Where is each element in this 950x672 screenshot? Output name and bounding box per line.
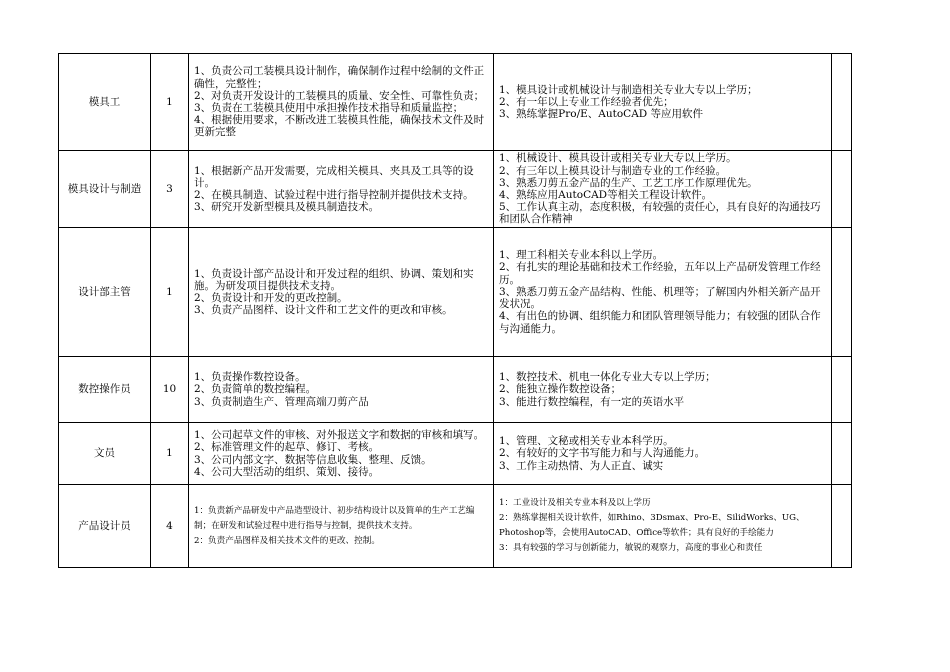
requirement-line: 5、工作认真主动，态度积极，有较强的责任心，具有良好的沟通技巧和团队合作精神 <box>499 201 821 226</box>
empty-cell <box>832 357 852 423</box>
empty-cell <box>832 485 852 568</box>
duty-line: 1、负责公司工装模具设计制作，确保制作过程中绘制的文件正确性，完整性； <box>194 65 485 90</box>
headcount: 1 <box>151 54 189 151</box>
job-title: 设计部主管 <box>59 228 151 357</box>
duty-line: 3、负责产品图样、设计文件和工艺文件的更改和审核。 <box>194 304 453 317</box>
duty-line: 2、在模具制造、试验过程中进行指导控制并提供技术支持。 <box>194 189 474 201</box>
job-requirements <box>494 54 832 151</box>
requirement-line: 2、有三年以上模具设计与制造专业的工作经验。 <box>499 164 727 177</box>
requirement-line: 2、有一年以上专业工作经验者优先； <box>499 95 674 108</box>
duty-line: 2、负责设计和开发的更改控制。 <box>194 292 348 304</box>
job-duties <box>189 423 494 485</box>
duty-line: 2、负责简单的数控编程。 <box>194 383 317 396</box>
duty-line: 3、负责在工装模具使用中承担操作技术指导和质量监控； <box>194 102 464 114</box>
requirement-line: 3、能进行数控编程，有一定的英语水平 <box>499 395 685 408</box>
job-requirements <box>494 151 832 228</box>
duty-line: 2、标准管理文件的起草、修订、考核。 <box>194 441 380 454</box>
duty-line: 2、对负责开发设计的工装模具的质量、安全性、可靠性负责； <box>194 89 485 102</box>
requirement-line: 2：熟练掌握相关设计软件，如Rhino、3Dsmax、Pro-E、SilidWorks、UG、Photoshop等，会使用AutoCAD、Office等软件；具有良好的手绘能力 <box>499 513 805 538</box>
duty-line: 1、根据新产品开发需要，完成相关模具、夹具及工具等的设计。 <box>194 164 474 189</box>
requirement-line: 1、理工科相关专业本科以上学历。 <box>499 249 664 262</box>
requirement-line: 4、有出色的协调、组织能力和团队管理领导能力；有较强的团队合作与沟通能力。 <box>499 310 821 335</box>
duty-line: 3、负责制造生产、管理高端刀剪产品 <box>194 395 369 408</box>
job-title: 产品设计员 <box>59 485 151 568</box>
requirement-line: 3、熟练掌握Pro/E、AutoCAD 等应用软件 <box>499 108 704 121</box>
job-requirements-table <box>58 53 852 568</box>
table-row <box>59 54 852 151</box>
requirement-line: 1、管理、文秘或相关专业本科学历。 <box>499 435 674 448</box>
duty-line: 1：负责新产品研发中产品造型设计、初步结构设计以及简单的生产工艺编制；在研发和试验过程中进行指导与控制，提供技术支持。 <box>194 505 475 531</box>
empty-cell <box>832 228 852 357</box>
duty-line: 3、公司内部文字、数据等信息收集、整理、反馈。 <box>194 453 432 466</box>
requirement-line: 1、模具设计或机械设计与制造相关专业大专以上学历； <box>499 83 758 96</box>
requirement-line: 2、能独立操作数控设备； <box>499 383 622 396</box>
duty-line: 4、根据使用要求，不断改进工装模具性能，确保技术文件及时更新完整 <box>194 114 485 139</box>
table-row <box>59 228 852 357</box>
requirement-line: 2、有扎实的理论基础和技术工作经验，五年以上产品研发管理工作经历。 <box>499 261 821 286</box>
job-duties <box>189 151 494 228</box>
requirement-line: 3：具有较强的学习与创新能力，敏锐的观察力，高度的事业心和责任 <box>499 543 763 553</box>
table-row <box>59 151 852 228</box>
duty-line: 2：负责产品图样及相关技术文件的更改、控制。 <box>194 535 380 546</box>
headcount: 1 <box>151 228 189 357</box>
duty-line: 1、负责设计部产品设计和开发过程的组织、协调、策划和实施。为研发项目提供技术支持。 <box>194 267 474 292</box>
job-duties <box>189 357 494 423</box>
requirement-line: 3、熟悉刀剪五金产品结构、性能、机理等；了解国内外相关新产品开发状况。 <box>499 285 821 311</box>
requirement-line: 1、机械设计、模具设计或相关专业大专以上学历。 <box>499 152 737 165</box>
table-row <box>59 485 852 568</box>
empty-cell <box>832 54 852 151</box>
headcount: 3 <box>151 151 189 228</box>
table-row <box>59 357 852 423</box>
empty-cell <box>832 151 852 228</box>
job-requirements <box>494 357 832 423</box>
job-title: 数控操作员 <box>59 357 151 423</box>
requirement-line: 3、工作主动热情、为人正直、诚实 <box>499 459 664 472</box>
headcount: 1 <box>151 423 189 485</box>
duty-line: 1、负责操作数控设备。 <box>194 371 306 384</box>
empty-cell <box>832 423 852 485</box>
job-requirements <box>494 423 832 485</box>
requirement-line: 2、有较好的文字书写能力和与人沟通能力。 <box>499 447 706 460</box>
requirement-line: 1：工业设计及相关专业本科及以上学历 <box>499 498 651 508</box>
duty-line: 4、公司大型活动的组织、策划、接待。 <box>194 465 380 478</box>
table-row <box>59 423 852 485</box>
job-duties <box>189 485 494 568</box>
requirement-line: 4、熟练应用AutoCAD等相关工程设计软件。 <box>499 189 713 201</box>
headcount: 10 <box>151 357 189 423</box>
headcount: 4 <box>151 485 189 568</box>
job-title: 文员 <box>59 423 151 485</box>
job-title: 模具工 <box>59 54 151 151</box>
job-duties <box>189 228 494 357</box>
job-requirements <box>494 228 832 357</box>
duty-line: 1、公司起草文件的审核、对外报送文字和数据的审核和填写。 <box>194 429 485 442</box>
job-duties <box>189 54 494 151</box>
duty-line: 3、研究开发新型模具及模具制造技术。 <box>194 201 380 214</box>
requirement-line: 1、数控技术、机电一体化专业大专以上学历； <box>499 371 716 384</box>
job-title: 模具设计与制造 <box>59 151 151 228</box>
job-requirements <box>494 485 832 568</box>
requirement-line: 3、熟悉刀剪五金产品的生产、工艺工序工作原理优先。 <box>499 176 758 189</box>
